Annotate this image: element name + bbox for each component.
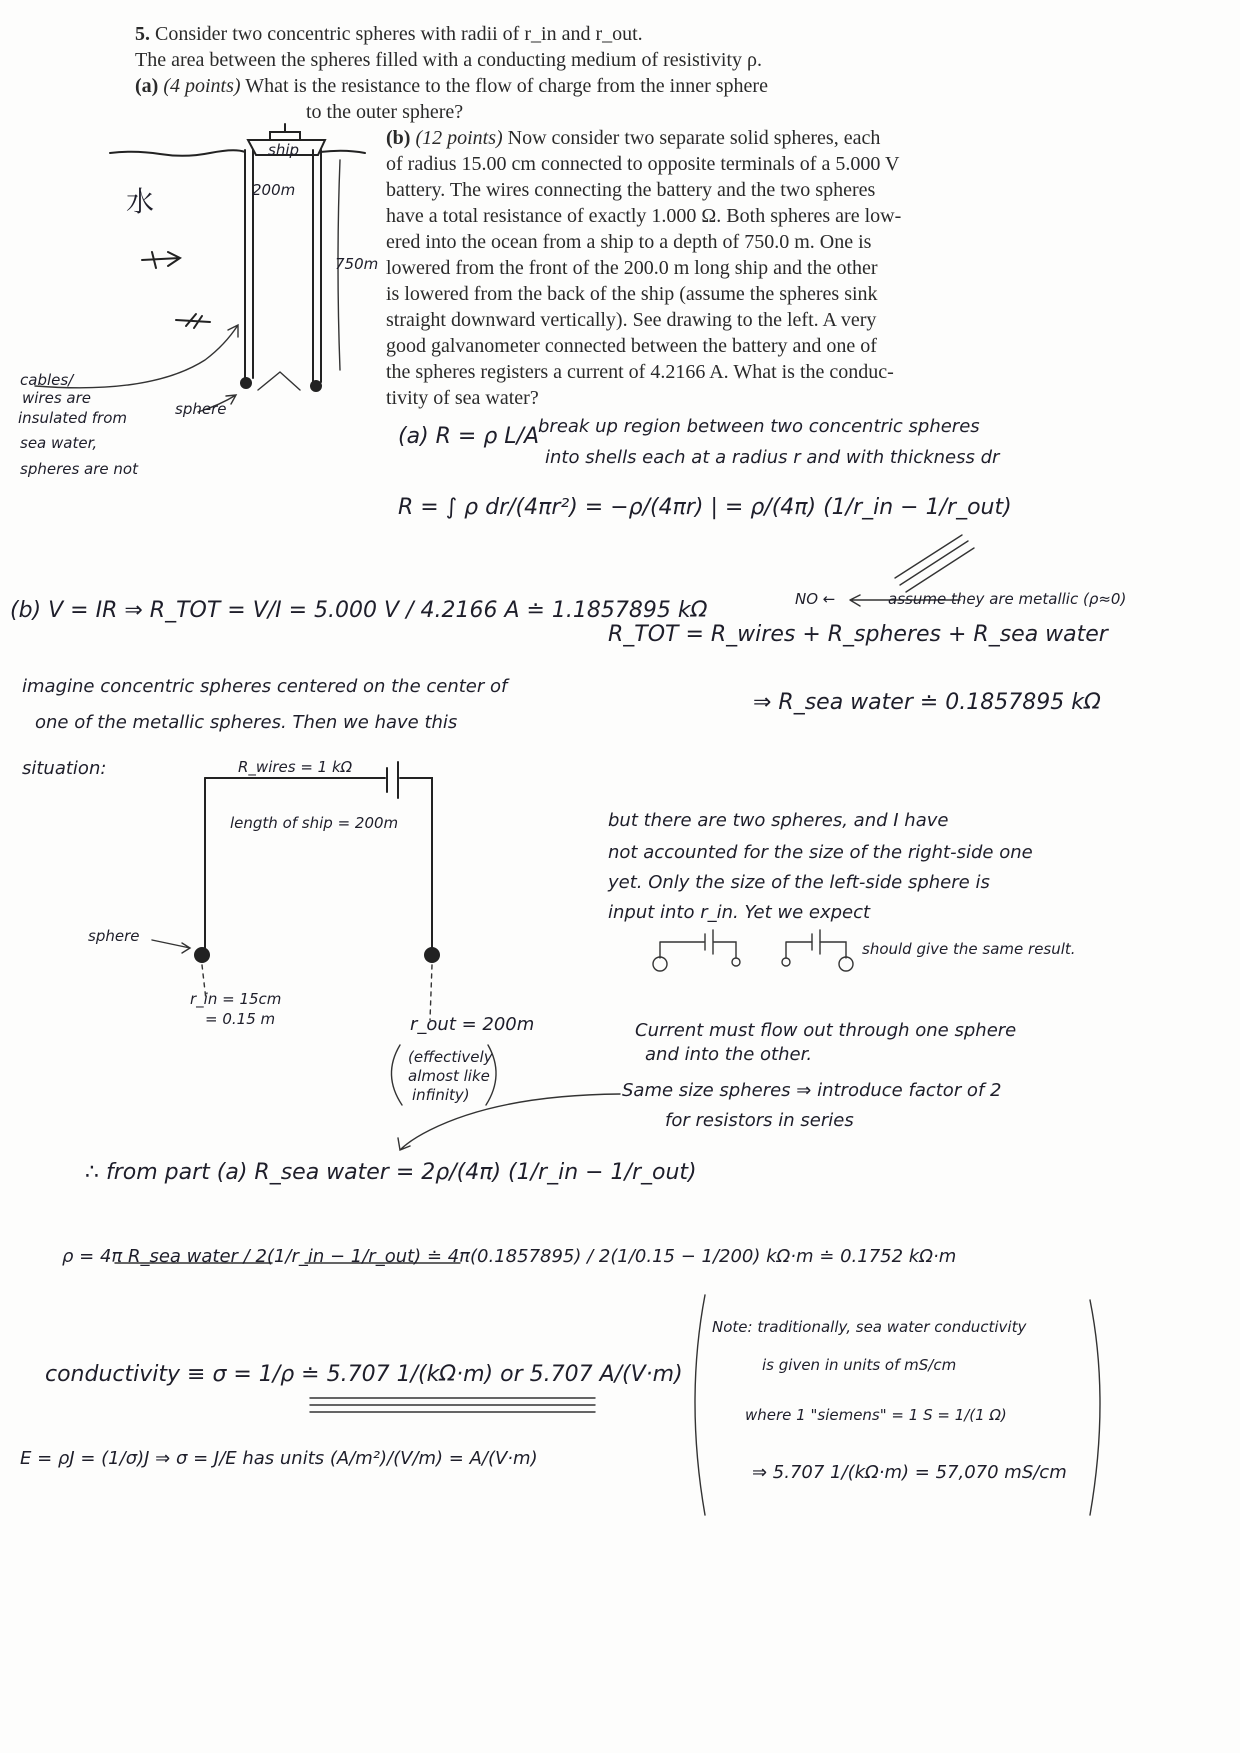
part-b-line-3: have a total resistance of exactly 1.000 Ω. Both spheres are low-: [386, 205, 902, 227]
battery-symbol: [387, 762, 398, 798]
rout-note-2: infinity): [412, 1086, 470, 1104]
problem-intro-2: The area between the spheres filled with a conducting medium of resistivity ρ.: [135, 49, 763, 71]
sphere-label: sphere: [175, 400, 227, 418]
wires-note-3: sea water,: [20, 434, 98, 452]
fish-2: [176, 314, 210, 328]
rout-note-0: (effectively: [408, 1048, 493, 1066]
problem-number: 5.: [135, 23, 150, 45]
two-spheres-1: not accounted for the size of the right-side one: [608, 842, 1033, 863]
ship-label: ship: [268, 141, 300, 159]
part-b-line-6: is lowered from the back of the ship (assume the spheres sink: [386, 283, 878, 305]
part-a-label: (a): [135, 75, 159, 97]
rin-label-1: r_in = 15cm: [190, 990, 282, 1008]
imagine-line-1: imagine concentric spheres centered on the center of: [22, 676, 508, 697]
part-a-text-2: to the outer sphere?: [306, 101, 464, 123]
left-sphere-top: [240, 377, 252, 389]
part-b-label: (b): [386, 127, 411, 149]
imagine-line-3: situation:: [22, 758, 107, 779]
circuit-sphere-label: sphere: [88, 927, 140, 945]
part-b-rsea-eq: ⇒ R_sea water ≐ 0.1857895 kΩ: [753, 690, 1101, 715]
part-b-rtot-eq: R_TOT = R_wires + R_spheres + R_sea water: [608, 622, 1108, 647]
water-character: 水: [126, 185, 155, 218]
note-box-3: ⇒ 5.707 1/(kΩ·m) = 57,070 mS/cm: [752, 1462, 1067, 1483]
circuit-rwires-label: R_wires = 1 kΩ: [238, 758, 353, 776]
wires-note-1: wires are: [22, 389, 92, 407]
same-result-note: should give the same result.: [862, 940, 1076, 958]
part-b-line-5: lowered from the front of the 200.0 m long ship and the other: [386, 257, 878, 279]
rout-label: r_out = 200m: [410, 1014, 535, 1035]
part-a-integral: R = ∫ ρ dr/(4πr²) = −ρ/(4πr) | = ρ/(4π) (1/r_in − 1/r_out): [398, 495, 1012, 520]
right-sphere-top: [310, 380, 322, 392]
part-a-note-2: into shells each at a radius r and with thickness dr: [545, 447, 1000, 468]
comparison-circuit-2: [782, 930, 853, 971]
part-a-formula: (a) R = ρ L/A: [398, 424, 540, 449]
part-b-line-2: battery. The wires connecting the battery and the two spheres: [386, 179, 876, 201]
rin-label-2: = 0.15 m: [205, 1010, 276, 1028]
comparison-circuit-1: [653, 930, 740, 971]
part-b-line-1: of radius 15.00 cm connected to opposite terminals of a 5.000 V: [386, 153, 900, 175]
note-box-1: is given in units of mS/cm: [762, 1356, 957, 1374]
part-a-points: (4 points): [163, 75, 241, 97]
part-a-note-1: break up region between two concentric spheres: [538, 416, 980, 437]
ship-length-label: 200m: [252, 181, 296, 199]
imagine-line-2: one of the metallic spheres. Then we have this: [35, 712, 458, 733]
part-b-line-4: ered into the ocean from a ship to a depth of 750.0 m. One is: [386, 231, 872, 253]
wires-note-2: insulated from: [18, 409, 127, 427]
part-a-text-1: What is the resistance to the flow of charge from the inner sphere: [245, 75, 768, 97]
part-b-line-8: good galvanometer connected between the battery and one of: [386, 335, 877, 357]
rout-note-1: almost like: [408, 1067, 490, 1085]
part-b-points: (12 points): [415, 127, 503, 149]
circuit-left-sphere: [194, 947, 210, 963]
part-b-line-10: tivity of sea water?: [386, 387, 539, 409]
note-box-0: Note: traditionally, sea water conductivity: [712, 1318, 1027, 1336]
same-size-line-2: for resistors in series: [665, 1110, 854, 1131]
ocean-surface: [110, 150, 245, 156]
part-b-voltage-eq: (b) V = IR ⇒ R_TOT = V/I = 5.000 V / 4.2166 A ≐ 1.1857895 kΩ: [10, 598, 708, 623]
part-b-line-7: straight downward vertically). See drawing to the left. A very: [386, 309, 877, 331]
circuit-wire-top: [205, 778, 432, 950]
current-line-2: and into the other.: [645, 1044, 813, 1065]
part-b-line-9: the spheres registers a current of 4.2166 A. What is the conduc-: [386, 361, 894, 383]
two-spheres-2: yet. Only the size of the left-side sphere is: [608, 872, 990, 893]
note-box-2: where 1 "siemens" = 1 S = 1/(1 Ω): [745, 1406, 1007, 1424]
from-part-a-eq: ∴ from part (a) R_sea water = 2ρ/(4π) (1/r_in − 1/r_out): [85, 1160, 697, 1185]
fish-1: [142, 252, 180, 268]
part-b-assume-note: assume they are metallic (ρ≈0): [888, 590, 1127, 608]
part-b-no-note: NO ←: [795, 590, 836, 608]
units-eq: E = ρJ = (1/σ)J ⇒ σ = J/E has units (A/m²)/(V/m) = A/(V·m): [20, 1448, 538, 1469]
depth-label: 750m: [335, 255, 379, 273]
two-spheres-3: input into r_in. Yet we expect: [608, 902, 871, 923]
circuit-right-sphere: [424, 947, 440, 963]
circuit-length-label: length of ship = 200m: [230, 814, 399, 832]
problem-intro-1: Consider two concentric spheres with radii of r_in and r_out.: [155, 23, 643, 45]
current-line-1: Current must flow out through one sphere: [635, 1020, 1017, 1041]
part-b-line-0: Now consider two separate solid spheres, each: [507, 127, 881, 149]
rho-eq: ρ = 4π R_sea water / 2(1/r_in − 1/r_out) ≐ 4π(0.1857895) / 2(1/0.15 − 1/200) kΩ·m ≐ 0.1752 kΩ·m: [62, 1246, 957, 1267]
wires-note-0: cables/: [20, 371, 74, 389]
wires-note-4: spheres are not: [20, 460, 138, 478]
conductivity-eq: conductivity ≡ σ = 1/ρ ≐ 5.707 1/(kΩ·m) or 5.707 A/(V·m): [45, 1362, 683, 1387]
two-spheres-0: but there are two spheres, and I have: [608, 810, 949, 831]
same-size-line-1: Same size spheres ⇒ introduce factor of 2: [622, 1080, 1002, 1101]
